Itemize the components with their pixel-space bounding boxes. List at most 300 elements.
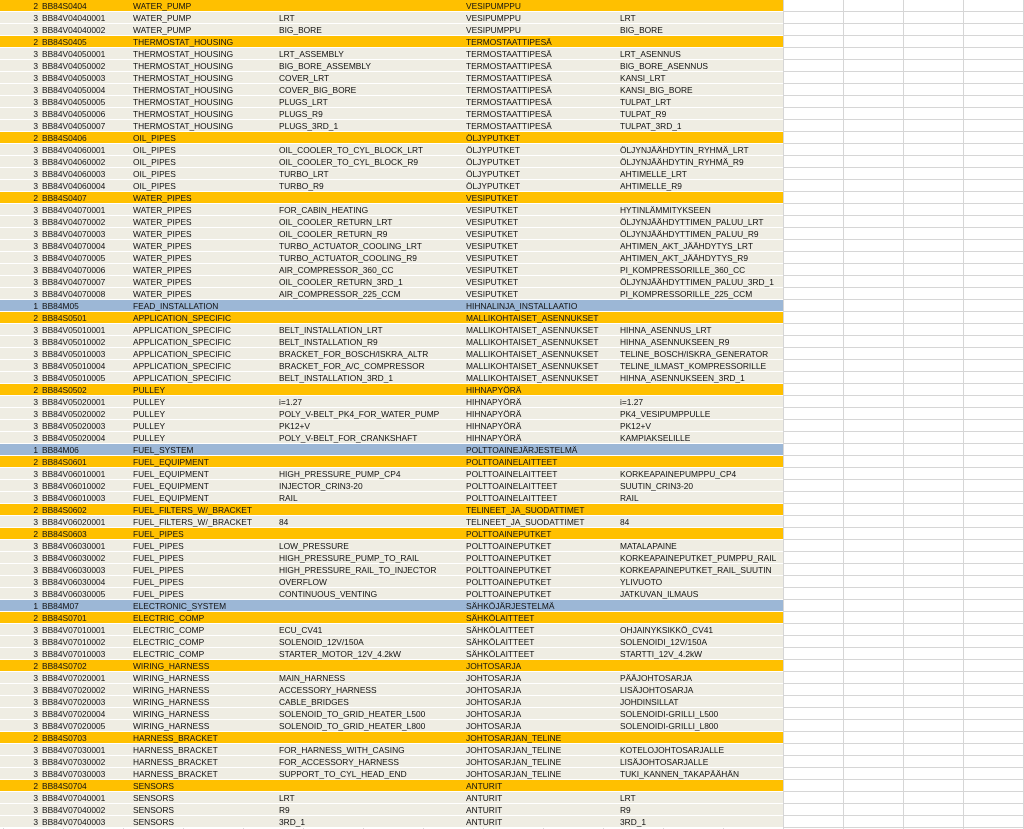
finnish-description-cell[interactable]: 3RD_1 (620, 817, 647, 827)
code-cell[interactable]: BB84V07010003 (42, 649, 106, 659)
table-row[interactable] (0, 60, 783, 72)
table-row[interactable] (0, 624, 783, 636)
level-cell[interactable]: 3 (33, 577, 38, 587)
finnish-name-cell[interactable]: TERMOSTAATTIPESÄ (466, 109, 552, 119)
name-cell[interactable]: FUEL_EQUIPMENT (133, 493, 209, 503)
description-cell[interactable]: ECU_CV41 (279, 625, 323, 635)
level-cell[interactable]: 3 (33, 373, 38, 383)
finnish-name-cell[interactable]: HIHNAPYÖRÄ (466, 385, 522, 395)
level-cell[interactable]: 3 (33, 121, 38, 131)
level-cell[interactable]: 3 (33, 493, 38, 503)
description-cell[interactable]: TURBO_R9 (279, 181, 324, 191)
finnish-description-cell[interactable] (620, 0, 782, 12)
finnish-name-cell[interactable]: TERMOSTAATTIPESÄ (466, 49, 552, 59)
finnish-name-cell[interactable]: HIHNAPYÖRÄ (466, 409, 522, 419)
table-row[interactable] (0, 660, 783, 672)
name-cell[interactable]: ELECTRIC_COMP (133, 613, 205, 623)
level-cell[interactable]: 2 (33, 1, 38, 11)
finnish-description-cell[interactable] (620, 36, 782, 48)
description-cell[interactable]: OIL_COOLER_TO_CYL_BLOCK_LRT (279, 145, 423, 155)
finnish-description-cell[interactable] (620, 384, 782, 396)
description-cell[interactable]: OVERFLOW (279, 577, 327, 587)
name-cell[interactable]: APPLICATION_SPECIFIC (133, 361, 232, 371)
name-cell[interactable]: WATER_PUMP (133, 13, 192, 23)
level-cell[interactable]: 2 (33, 313, 38, 323)
level-cell[interactable]: 3 (33, 553, 38, 563)
name-cell[interactable]: HARNESS_BRACKET (133, 733, 218, 743)
level-cell[interactable]: 3 (33, 13, 38, 23)
table-row[interactable] (0, 684, 783, 696)
level-cell[interactable]: 3 (33, 565, 38, 575)
finnish-name-cell[interactable]: HIHNAPYÖRÄ (466, 433, 522, 443)
description-cell[interactable]: BIG_BORE (279, 25, 322, 35)
level-cell[interactable]: 3 (33, 589, 38, 599)
name-cell[interactable]: OIL_PIPES (133, 181, 176, 191)
finnish-name-cell[interactable]: VESIPUTKET (466, 265, 519, 275)
finnish-description-cell[interactable]: AHTIMEN_AKT_JÄÄHDYTYS_R9 (620, 253, 748, 263)
level-cell[interactable]: 2 (33, 385, 38, 395)
name-cell[interactable]: APPLICATION_SPECIFIC (133, 325, 232, 335)
code-cell[interactable]: BB84S0407 (42, 193, 87, 203)
table-row[interactable] (0, 156, 783, 168)
finnish-description-cell[interactable]: HYTINLÄMMITYKSEEN (620, 205, 711, 215)
name-cell[interactable]: WATER_PIPES (133, 229, 192, 239)
name-cell[interactable]: FUEL_EQUIPMENT (133, 457, 209, 467)
name-cell[interactable]: PULLEY (133, 397, 166, 407)
level-cell[interactable]: 3 (33, 241, 38, 251)
name-cell[interactable]: WATER_PUMP (133, 25, 192, 35)
description-cell[interactable]: MAIN_HARNESS (279, 673, 346, 683)
finnish-description-cell[interactable] (620, 732, 782, 744)
description-cell[interactable]: TURBO_ACTUATOR_COOLING_R9 (279, 253, 417, 263)
code-cell[interactable]: BB84V04050004 (42, 85, 106, 95)
finnish-name-cell[interactable]: ÖLJYPUTKET (466, 169, 520, 179)
code-cell[interactable]: BB84V05010005 (42, 373, 106, 383)
name-cell[interactable]: WIRING_HARNESS (133, 673, 210, 683)
description-cell[interactable]: PLUGS_R9 (279, 109, 323, 119)
finnish-name-cell[interactable]: MALLIKOHTAISET_ASENNUKSET (466, 313, 599, 323)
finnish-name-cell[interactable]: HIHNALINJA_INSTALLAATIO (466, 301, 578, 311)
table-row[interactable] (0, 96, 783, 108)
code-cell[interactable]: BB84V07030001 (42, 745, 106, 755)
finnish-name-cell[interactable]: TERMOSTAATTIPESÄ (466, 121, 552, 131)
table-row[interactable] (0, 120, 783, 132)
level-cell[interactable]: 3 (33, 793, 38, 803)
level-cell[interactable]: 3 (33, 289, 38, 299)
table-row[interactable] (0, 372, 783, 384)
level-cell[interactable]: 3 (33, 253, 38, 263)
code-cell[interactable]: BB84V04050003 (42, 73, 106, 83)
description-cell[interactable]: TURBO_LRT (279, 169, 329, 179)
code-cell[interactable]: BB84V04050007 (42, 121, 106, 131)
code-cell[interactable]: BB84S0602 (42, 505, 87, 515)
code-cell[interactable]: BB84S0601 (42, 457, 87, 467)
finnish-description-cell[interactable]: HIHNA_ASENNUKSEEN_R9 (620, 337, 730, 347)
finnish-name-cell[interactable]: POLTTOAINELAITTEET (466, 457, 558, 467)
finnish-name-cell[interactable]: TERMOSTAATTIPESÄ (466, 97, 552, 107)
finnish-description-cell[interactable]: R9 (620, 805, 631, 815)
finnish-name-cell[interactable]: TELINEET_JA_SUODATTIMET (466, 517, 585, 527)
finnish-description-cell[interactable]: YLIVUOTO (620, 577, 663, 587)
finnish-description-cell[interactable]: SOLENOIDI_12V/150A (620, 637, 708, 647)
description-cell[interactable]: RAIL (279, 493, 298, 503)
name-cell[interactable]: WIRING_HARNESS (133, 697, 210, 707)
name-cell[interactable]: HARNESS_BRACKET (133, 745, 218, 755)
finnish-name-cell[interactable]: ÖLJYPUTKET (466, 133, 520, 143)
description-cell[interactable]: PLUGS_3RD_1 (279, 121, 339, 131)
finnish-description-cell[interactable]: AHTIMELLE_LRT (620, 169, 687, 179)
name-cell[interactable]: FUEL_EQUIPMENT (133, 481, 209, 491)
level-cell[interactable]: 3 (33, 205, 38, 215)
table-row[interactable] (0, 396, 783, 408)
description-cell[interactable]: LOW_PRESSURE (279, 541, 349, 551)
name-cell[interactable]: FUEL_PIPES (133, 529, 184, 539)
level-cell[interactable]: 2 (33, 781, 38, 791)
finnish-description-cell[interactable]: ÖLJYNJÄÄHDYTIN_RYHMÄ_LRT (620, 145, 749, 155)
name-cell[interactable]: FUEL_PIPES (133, 553, 184, 563)
level-cell[interactable]: 3 (33, 361, 38, 371)
table-row[interactable] (0, 792, 783, 804)
name-cell[interactable]: FUEL_FILTERS_W/_BRACKET (133, 517, 252, 527)
finnish-description-cell[interactable]: ÖLJYNJÄÄHDYTTIMEN_PALUU_3RD_1 (620, 277, 774, 287)
level-cell[interactable]: 3 (33, 409, 38, 419)
name-cell[interactable]: WIRING_HARNESS (133, 709, 210, 719)
code-cell[interactable]: BB84S0406 (42, 133, 87, 143)
code-cell[interactable]: BB84V05020004 (42, 433, 106, 443)
level-cell[interactable]: 3 (33, 337, 38, 347)
code-cell[interactable]: BB84V07020003 (42, 697, 106, 707)
finnish-name-cell[interactable]: JOHTOSARJA (466, 709, 522, 719)
table-row[interactable] (0, 804, 783, 816)
description-cell[interactable]: 84 (279, 517, 289, 527)
description-cell[interactable]: TURBO_ACTUATOR_COOLING_LRT (279, 241, 422, 251)
code-cell[interactable]: BB84V05020002 (42, 409, 106, 419)
description-cell[interactable]: OIL_COOLER_TO_CYL_BLOCK_R9 (279, 157, 419, 167)
name-cell[interactable]: PULLEY (133, 409, 166, 419)
finnish-name-cell[interactable]: POLTTOAINEPUTKET (466, 577, 552, 587)
finnish-description-cell[interactable]: TELINE_ILMAST_KOMPRESSORILLE (620, 361, 767, 371)
description-cell[interactable]: CABLE_BRIDGES (279, 697, 349, 707)
description-cell[interactable]: BIG_BORE_ASSEMBLY (279, 61, 372, 71)
name-cell[interactable]: SENSORS (133, 793, 174, 803)
finnish-description-cell[interactable]: AHTIMELLE_R9 (620, 181, 682, 191)
description-cell[interactable]: HIGH_PRESSURE_PUMP_TO_RAIL (279, 553, 419, 563)
name-cell[interactable]: WIRING_HARNESS (133, 661, 210, 671)
code-cell[interactable]: BB84V06030003 (42, 565, 106, 575)
finnish-description-cell[interactable] (620, 780, 782, 792)
level-cell[interactable]: 3 (33, 481, 38, 491)
name-cell[interactable]: OIL_PIPES (133, 145, 176, 155)
code-cell[interactable]: BB84V04050001 (42, 49, 106, 59)
finnish-name-cell[interactable]: VESIPUMPPU (466, 25, 521, 35)
finnish-description-cell[interactable]: PK4_VESIPUMPPULLE (620, 409, 711, 419)
finnish-description-cell[interactable] (620, 504, 782, 516)
table-row[interactable] (0, 444, 783, 456)
finnish-name-cell[interactable]: POLTTOAINELAITTEET (466, 493, 558, 503)
description-cell[interactable] (279, 528, 463, 540)
description-cell[interactable]: AIR_COMPRESSOR_225_CCM (279, 289, 401, 299)
finnish-description-cell[interactable]: JATKUVAN_ILMAUS (620, 589, 699, 599)
code-cell[interactable]: BB84V06010003 (42, 493, 106, 503)
code-cell[interactable]: BB84V04070005 (42, 253, 106, 263)
finnish-description-cell[interactable]: PI_KOMPRESSORILLE_360_CC (620, 265, 746, 275)
description-cell[interactable] (279, 0, 463, 12)
code-cell[interactable]: BB84S0502 (42, 385, 87, 395)
table-row[interactable] (0, 492, 783, 504)
name-cell[interactable]: SENSORS (133, 817, 174, 827)
description-cell[interactable]: OIL_COOLER_RETURN_3RD_1 (279, 277, 403, 287)
level-cell[interactable]: 1 (33, 301, 38, 311)
table-row[interactable] (0, 672, 783, 684)
name-cell[interactable]: THERMOSTAT_HOUSING (133, 109, 234, 119)
finnish-name-cell[interactable]: HIHNAPYÖRÄ (466, 421, 522, 431)
name-cell[interactable]: WIRING_HARNESS (133, 685, 210, 695)
finnish-description-cell[interactable]: RAIL (620, 493, 639, 503)
code-cell[interactable]: BB84V06030004 (42, 577, 106, 587)
level-cell[interactable]: 3 (33, 469, 38, 479)
finnish-description-cell[interactable] (620, 192, 782, 204)
table-row[interactable] (0, 216, 783, 228)
description-cell[interactable] (279, 780, 463, 792)
code-cell[interactable]: BB84M05 (42, 301, 79, 311)
finnish-description-cell[interactable]: PÄÄJOHTOSARJA (620, 673, 692, 683)
name-cell[interactable]: OIL_PIPES (133, 169, 176, 179)
description-cell[interactable]: BRACKET_FOR_BOSCH/ISKRA_ALTR (279, 349, 429, 359)
name-cell[interactable]: THERMOSTAT_HOUSING (133, 37, 234, 47)
level-cell[interactable]: 2 (33, 37, 38, 47)
table-row[interactable] (0, 288, 783, 300)
name-cell[interactable]: APPLICATION_SPECIFIC (133, 373, 232, 383)
description-cell[interactable] (279, 384, 463, 396)
code-cell[interactable]: BB84V06010001 (42, 469, 106, 479)
level-cell[interactable]: 3 (33, 181, 38, 191)
finnish-description-cell[interactable]: BIG_BORE (620, 25, 663, 35)
table-row[interactable] (0, 312, 783, 324)
finnish-description-cell[interactable] (620, 612, 782, 624)
finnish-name-cell[interactable]: POLTTOAINEPUTKET (466, 529, 552, 539)
name-cell[interactable]: WATER_PUMP (133, 1, 192, 11)
table-row[interactable] (0, 732, 783, 744)
finnish-name-cell[interactable]: TERMOSTAATTIPESÄ (466, 61, 552, 71)
finnish-name-cell[interactable]: MALLIKOHTAISET_ASENNUKSET (466, 349, 599, 359)
name-cell[interactable]: FUEL_EQUIPMENT (133, 469, 209, 479)
description-cell[interactable] (279, 300, 463, 312)
level-cell[interactable]: 3 (33, 721, 38, 731)
code-cell[interactable]: BB84V04060002 (42, 157, 106, 167)
finnish-description-cell[interactable]: HIHNA_ASENNUKSEEN_3RD_1 (620, 373, 745, 383)
code-cell[interactable]: BB84V04040001 (42, 13, 106, 23)
level-cell[interactable]: 3 (33, 541, 38, 551)
table-row[interactable] (0, 468, 783, 480)
finnish-name-cell[interactable]: VESIPUTKET (466, 277, 519, 287)
description-cell[interactable]: HIGH_PRESSURE_RAIL_TO_INJECTOR (279, 565, 437, 575)
level-cell[interactable]: 3 (33, 637, 38, 647)
name-cell[interactable]: WATER_PIPES (133, 253, 192, 263)
name-cell[interactable]: SENSORS (133, 805, 174, 815)
table-row[interactable] (0, 612, 783, 624)
code-cell[interactable]: BB84V07040001 (42, 793, 106, 803)
name-cell[interactable]: WATER_PIPES (133, 205, 192, 215)
finnish-name-cell[interactable]: JOHTOSARJAN_TELINE (466, 745, 562, 755)
level-cell[interactable]: 2 (33, 733, 38, 743)
code-cell[interactable]: BB84V07040002 (42, 805, 106, 815)
code-cell[interactable]: BB84V04070003 (42, 229, 106, 239)
description-cell[interactable]: COVER_LRT (279, 73, 330, 83)
table-row[interactable] (0, 576, 783, 588)
description-cell[interactable]: LRT_ASSEMBLY (279, 49, 344, 59)
name-cell[interactable]: FUEL_PIPES (133, 577, 184, 587)
finnish-name-cell[interactable]: VESIPUTKET (466, 289, 519, 299)
finnish-description-cell[interactable] (620, 528, 782, 540)
code-cell[interactable]: BB84V07030002 (42, 757, 106, 767)
finnish-description-cell[interactable]: TULPAT_LRT (620, 97, 672, 107)
description-cell[interactable]: INJECTOR_CRIN3-20 (279, 481, 363, 491)
description-cell[interactable]: BRACKET_FOR_A/C_COMPRESSOR (279, 361, 425, 371)
level-cell[interactable]: 3 (33, 217, 38, 227)
finnish-name-cell[interactable]: SÄHKÖLAITTEET (466, 649, 535, 659)
finnish-name-cell[interactable]: JOHTOSARJAN_TELINE (466, 757, 562, 767)
finnish-name-cell[interactable]: HIHNAPYÖRÄ (466, 397, 522, 407)
finnish-name-cell[interactable]: VESIPUTKET (466, 253, 519, 263)
code-cell[interactable]: BB84V07010002 (42, 637, 106, 647)
finnish-name-cell[interactable]: VESIPUMPPU (466, 1, 521, 11)
name-cell[interactable]: HARNESS_BRACKET (133, 757, 218, 767)
description-cell[interactable]: R9 (279, 805, 290, 815)
level-cell[interactable]: 2 (33, 661, 38, 671)
name-cell[interactable]: THERMOSTAT_HOUSING (133, 85, 234, 95)
code-cell[interactable]: BB84V05010003 (42, 349, 106, 359)
description-cell[interactable]: OIL_COOLER_RETURN_R9 (279, 229, 388, 239)
code-cell[interactable]: BB84S0501 (42, 313, 87, 323)
level-cell[interactable]: 2 (33, 613, 38, 623)
finnish-name-cell[interactable]: TERMOSTAATTIPESÄ (466, 73, 552, 83)
finnish-description-cell[interactable]: TUKI_KANNEN_TAKAPÄÄHÄN (620, 769, 739, 779)
finnish-description-cell[interactable]: BIG_BORE_ASENNUS (620, 61, 708, 71)
finnish-name-cell[interactable]: TELINEET_JA_SUODATTIMET (466, 505, 585, 515)
level-cell[interactable]: 1 (33, 601, 38, 611)
finnish-description-cell[interactable]: ÖLJYNJÄÄHDYTIN_RYHMÄ_R9 (620, 157, 744, 167)
name-cell[interactable]: APPLICATION_SPECIFIC (133, 313, 232, 323)
code-cell[interactable]: BB84V05010001 (42, 325, 106, 335)
description-cell[interactable] (279, 312, 463, 324)
name-cell[interactable]: WATER_PIPES (133, 265, 192, 275)
table-row[interactable] (0, 336, 783, 348)
finnish-description-cell[interactable]: LRT_ASENNUS (620, 49, 681, 59)
level-cell[interactable]: 3 (33, 769, 38, 779)
table-row[interactable] (0, 540, 783, 552)
finnish-name-cell[interactable]: POLTTOAINEPUTKET (466, 541, 552, 551)
level-cell[interactable]: 3 (33, 625, 38, 635)
description-cell[interactable]: FOR_CABIN_HEATING (279, 205, 369, 215)
table-row[interactable] (0, 228, 783, 240)
description-cell[interactable] (279, 600, 463, 612)
description-cell[interactable]: POLY_V-BELT_FOR_CRANKSHAFT (279, 433, 418, 443)
level-cell[interactable]: 1 (33, 445, 38, 455)
code-cell[interactable]: BB84V04060004 (42, 181, 106, 191)
code-cell[interactable]: BB84S0702 (42, 661, 87, 671)
code-cell[interactable]: BB84V05010002 (42, 337, 106, 347)
name-cell[interactable]: HARNESS_BRACKET (133, 769, 218, 779)
code-cell[interactable]: BB84S0603 (42, 529, 87, 539)
finnish-description-cell[interactable]: LRT (620, 793, 636, 803)
code-cell[interactable]: BB84V05010004 (42, 361, 106, 371)
description-cell[interactable]: BELT_INSTALLATION_3RD_1 (279, 373, 394, 383)
table-row[interactable] (0, 780, 783, 792)
finnish-description-cell[interactable]: PI_KOMPRESSORILLE_225_CCM (620, 289, 753, 299)
table-row[interactable] (0, 756, 783, 768)
finnish-name-cell[interactable]: VESIPUTKET (466, 193, 519, 203)
table-row[interactable] (0, 708, 783, 720)
code-cell[interactable]: BB84V04060003 (42, 169, 106, 179)
code-cell[interactable]: BB84V04050002 (42, 61, 106, 71)
code-cell[interactable]: BB84V04070004 (42, 241, 106, 251)
code-cell[interactable]: BB84S0405 (42, 37, 87, 47)
finnish-name-cell[interactable]: ANTURIT (466, 817, 503, 827)
table-row[interactable] (0, 12, 783, 24)
table-row[interactable] (0, 816, 783, 828)
finnish-name-cell[interactable]: TERMOSTAATTIPESÄ (466, 37, 552, 47)
table-row[interactable] (0, 72, 783, 84)
code-cell[interactable]: BB84V04050006 (42, 109, 106, 119)
name-cell[interactable]: WIRING_HARNESS (133, 721, 210, 731)
finnish-description-cell[interactable] (620, 660, 782, 672)
finnish-description-cell[interactable]: TULPAT_R9 (620, 109, 667, 119)
code-cell[interactable]: BB84V07010001 (42, 625, 106, 635)
level-cell[interactable]: 2 (33, 457, 38, 467)
finnish-description-cell[interactable]: KOTELOJOHTOSARJALLE (620, 745, 725, 755)
name-cell[interactable]: WATER_PIPES (133, 193, 192, 203)
finnish-description-cell[interactable]: TELINE_BOSCH/ISKRA_GENERATOR (620, 349, 769, 359)
finnish-name-cell[interactable]: SÄHKÖJÄRJESTELMÄ (466, 601, 555, 611)
finnish-description-cell[interactable]: i=1.27 (620, 397, 644, 407)
description-cell[interactable]: PK12+V (279, 421, 310, 431)
table-row[interactable] (0, 132, 783, 144)
table-row[interactable] (0, 180, 783, 192)
name-cell[interactable]: FUEL_SYSTEM (133, 445, 194, 455)
finnish-name-cell[interactable]: MALLIKOHTAISET_ASENNUKSET (466, 325, 599, 335)
level-cell[interactable]: 3 (33, 157, 38, 167)
finnish-description-cell[interactable]: ÖLJYNJÄÄHDYTTIMEN_PALUU_R9 (620, 229, 759, 239)
level-cell[interactable]: 3 (33, 757, 38, 767)
description-cell[interactable]: AIR_COMPRESSOR_360_CC (279, 265, 394, 275)
table-row[interactable] (0, 720, 783, 732)
table-row[interactable] (0, 648, 783, 660)
level-cell[interactable]: 3 (33, 61, 38, 71)
description-cell[interactable] (279, 192, 463, 204)
code-cell[interactable]: BB84V04070002 (42, 217, 106, 227)
description-cell[interactable] (279, 732, 463, 744)
finnish-name-cell[interactable]: POLTTOAINEPUTKET (466, 565, 552, 575)
level-cell[interactable]: 3 (33, 277, 38, 287)
finnish-name-cell[interactable]: JOHTOSARJA (466, 697, 522, 707)
level-cell[interactable]: 3 (33, 517, 38, 527)
finnish-name-cell[interactable]: TERMOSTAATTIPESÄ (466, 85, 552, 95)
table-row[interactable] (0, 552, 783, 564)
finnish-name-cell[interactable]: VESIPUTKET (466, 229, 519, 239)
finnish-name-cell[interactable]: ANTURIT (466, 805, 503, 815)
description-cell[interactable]: BELT_INSTALLATION_LRT (279, 325, 383, 335)
finnish-name-cell[interactable]: VESIPUTKET (466, 205, 519, 215)
level-cell[interactable]: 3 (33, 169, 38, 179)
finnish-description-cell[interactable]: TULPAT_3RD_1 (620, 121, 682, 131)
level-cell[interactable]: 2 (33, 529, 38, 539)
finnish-description-cell[interactable] (620, 300, 782, 312)
finnish-description-cell[interactable] (620, 444, 782, 456)
finnish-description-cell[interactable]: KAMPIAKSELILLE (620, 433, 691, 443)
level-cell[interactable]: 3 (33, 229, 38, 239)
finnish-name-cell[interactable]: JOHTOSARJA (466, 685, 522, 695)
description-cell[interactable]: 3RD_1 (279, 817, 306, 827)
